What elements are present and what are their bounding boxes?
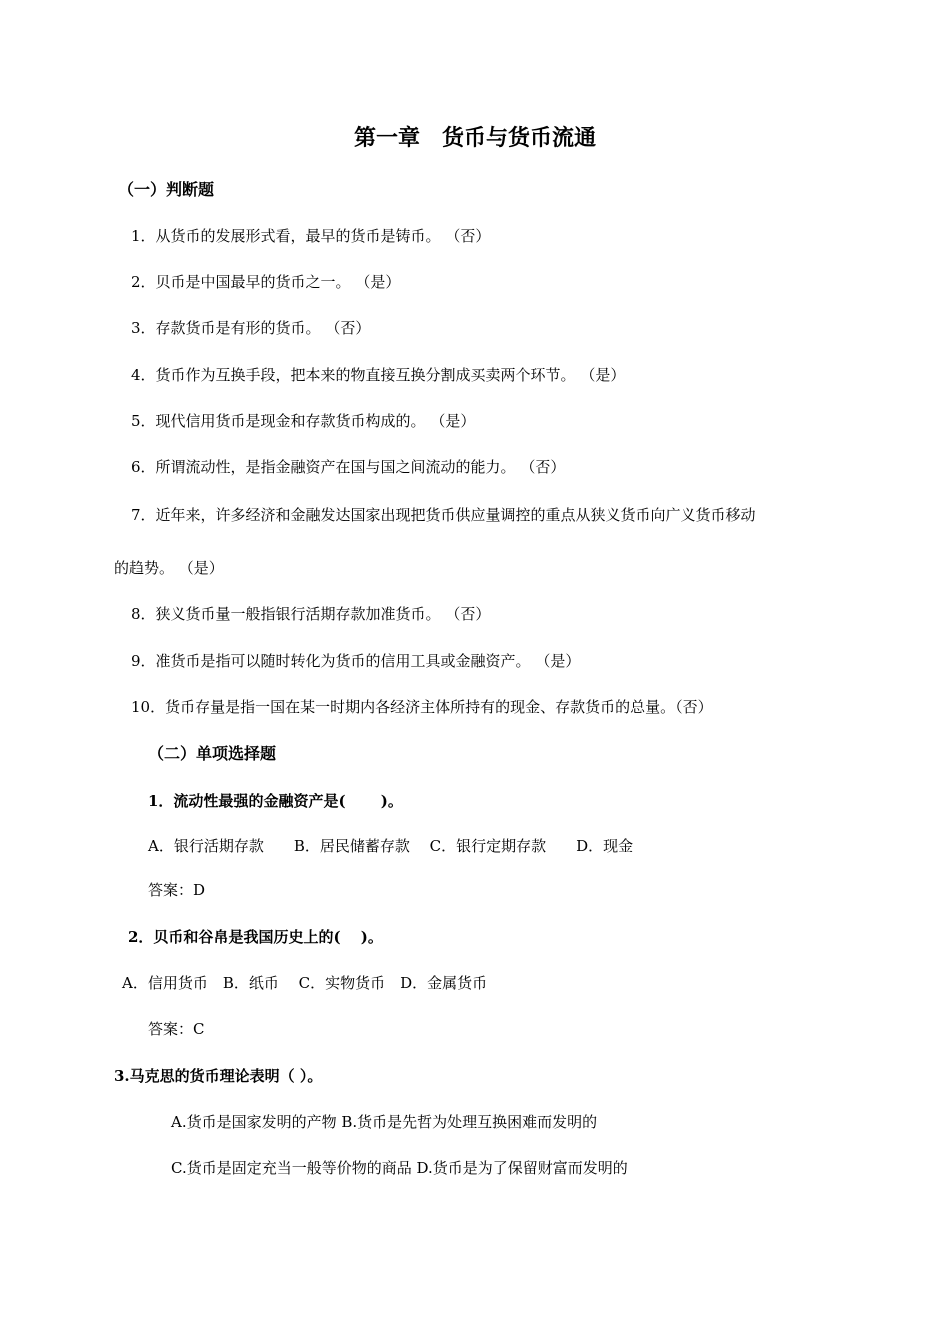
question-1-answer: 答案：D <box>148 881 206 899</box>
tf-item-8: 8．狭义货币量一般指银行活期存款加准货币。 （否） <box>131 605 491 623</box>
question-1-options: A．银行活期存款 B．居民储蓄存款 C．银行定期存款 D．现金 <box>148 837 634 855</box>
question-3-options-line-1: A.货币是国家发明的产物 B.货币是先哲为处理互换困难而发明的 <box>171 1113 598 1131</box>
tf-item-9: 9．准货币是指可以随时转化为货币的信用工具或金融资产。 （是） <box>131 652 581 670</box>
tf-item-4: 4．货币作为互换手段，把本来的物直接互换分割成买卖两个环节。 （是） <box>131 366 626 384</box>
tf-item-10: 10．货币存量是指一国在某一时期内各经济主体所持有的现金、存款货币的总量。（否） <box>131 698 713 716</box>
tf-item-7: 7．近年来，许多经济和金融发达国家出现把货币供应量调控的重点从狭义货币向广义货币移动 <box>131 506 756 524</box>
page-title: 第一章 货币与货币流通 <box>353 125 596 151</box>
section-heading-true-false: （一）判断题 <box>118 180 215 199</box>
question-2-options: A．信用货币 B．纸币 C．实物货币 D．金属货币 <box>122 974 488 992</box>
tf-item-3: 3．存款货币是有形的货币。 （否） <box>131 319 371 337</box>
tf-item-5: 5．现代信用货币是现金和存款货币构成的。 （是） <box>131 412 476 430</box>
question-1: 1．流动性最强的金融资产是( )。 <box>148 792 403 810</box>
tf-item-6: 6．所谓流动性，是指金融资产在国与国之间流动的能力。 （否） <box>131 458 566 476</box>
tf-item-7-continued: 的趋势。 （是） <box>114 559 224 577</box>
question-3-options-line-2: C.货币是固定充当一般等价物的商品 D.货币是为了保留财富而发明的 <box>171 1159 628 1177</box>
question-3: 3.马克思的货币理论表明（ ）。 <box>114 1067 323 1085</box>
section-heading-single-choice: （二）单项选择题 <box>148 744 277 763</box>
question-2: 2．贝币和谷帛是我国历史上的( )。 <box>128 928 383 946</box>
tf-item-2: 2．贝币是中国最早的货币之一。 （是） <box>131 273 401 291</box>
question-2-answer: 答案：C <box>148 1020 205 1038</box>
tf-item-1: 1．从货币的发展形式看，最早的货币是铸币。 （否） <box>131 227 491 245</box>
